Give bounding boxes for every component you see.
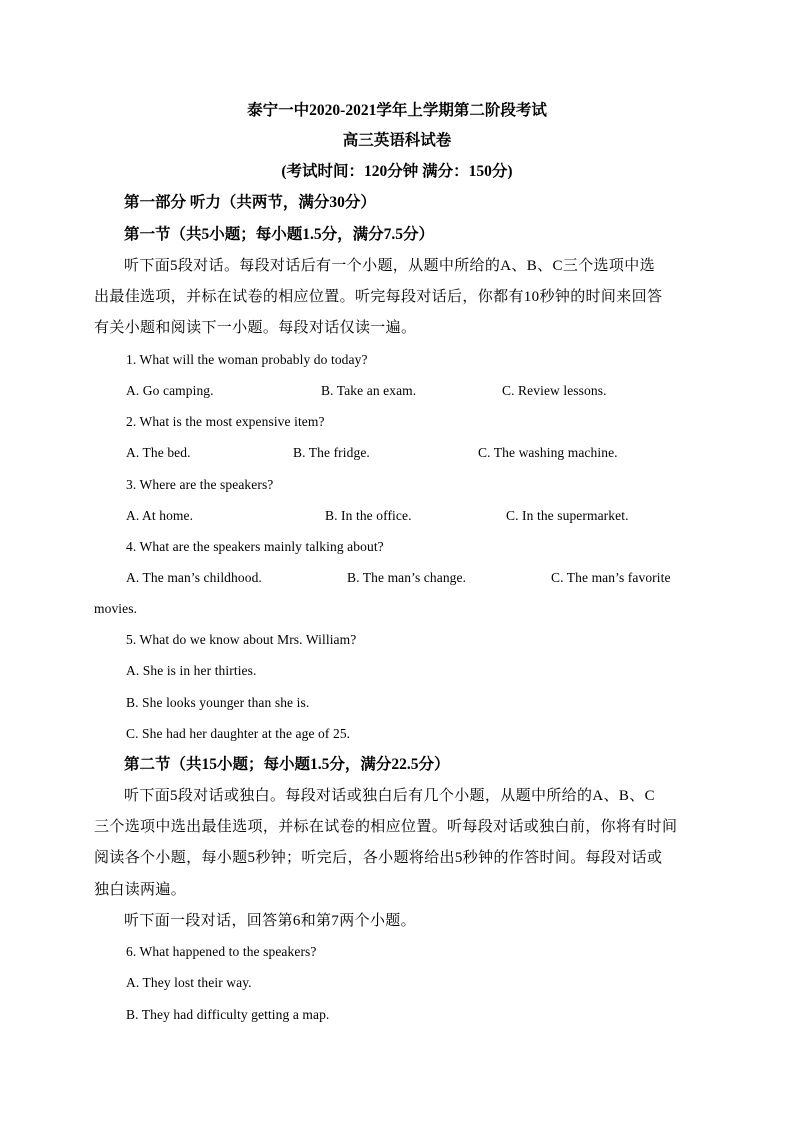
- section2-instruction-line: 阅读各个小题，每小题5秒钟；听完后，各小题将给出5秒钟的作答时间。每段对话或: [94, 850, 663, 866]
- option-continuation: movies.: [94, 601, 138, 616]
- section2-instruction-line: 听下面5段对话或独白。每段对话或独白后有几个小题，从题中所给的A、B、C: [124, 788, 655, 804]
- question-stem: 5. What do we know about Mrs. William?: [126, 632, 357, 647]
- option-b: B. They had difficulty getting a map.: [126, 1007, 330, 1022]
- option-c: C. She had her daughter at the age of 25.: [126, 726, 351, 741]
- section1-instruction-line: 有关小题和阅读下一小题。每段对话仅读一遍。: [94, 320, 417, 336]
- option-a: A. She is in her thirties.: [126, 663, 257, 678]
- option-a: A. Go camping.: [126, 383, 214, 398]
- question-stem: 3. Where are the speakers?: [126, 477, 274, 492]
- option-a: A. They lost their way.: [126, 975, 252, 990]
- exam-subtitle: 高三英语科试卷: [342, 132, 452, 149]
- option-b: B. The man’s change.: [347, 570, 467, 585]
- section1-heading: 第一节（共5小题；每小题1.5分，满分7.5分）: [124, 226, 435, 243]
- part1-heading: 第一部分 听力（共两节，满分30分）: [124, 194, 376, 211]
- group-note: 听下面一段对话，回答第6和第7两个小题。: [124, 913, 417, 929]
- option-c: C. In the supermarket.: [506, 508, 629, 523]
- section2-instruction-line: 三个选项中选出最佳选项，并标在试卷的相应位置。听每段对话或独白前，你将有时间: [94, 819, 678, 835]
- option-b: B. The fridge.: [293, 445, 370, 460]
- section1-instruction-line: 出最佳选项，并标在试卷的相应位置。听完每段对话后，你都有10秒钟的时间来回答: [94, 289, 663, 305]
- option-b: B. She looks younger than she is.: [126, 695, 310, 710]
- exam-info: (考试时间：120分钟 满分：150分): [281, 163, 513, 180]
- question-stem: 4. What are the speakers mainly talking about?: [126, 539, 384, 554]
- section2-instruction-line: 独白读两遍。: [94, 882, 187, 898]
- question-stem: 1. What will the woman probably do today?: [126, 352, 368, 367]
- section2-heading: 第二节（共15小题；每小题1.5分，满分22.5分）: [124, 756, 450, 773]
- option-b: B. In the office.: [325, 508, 412, 523]
- exam-title: 泰宁一中2020-2021学年上学期第二阶段考试: [247, 102, 547, 119]
- option-a: A. The man’s childhood.: [126, 570, 262, 585]
- question-stem: 6. What happened to the speakers?: [126, 944, 317, 959]
- option-c: C. The man’s favorite: [551, 570, 671, 585]
- option-b: B. Take an exam.: [321, 383, 417, 398]
- option-c: C. Review lessons.: [502, 383, 607, 398]
- section1-instruction-line: 听下面5段对话。每段对话后有一个小题，从题中所给的A、B、C三个选项中选: [124, 258, 655, 274]
- question-stem: 2. What is the most expensive item?: [126, 414, 325, 429]
- option-a: A. The bed.: [126, 445, 191, 460]
- option-a: A. At home.: [126, 508, 194, 523]
- option-c: C. The washing machine.: [478, 445, 618, 460]
